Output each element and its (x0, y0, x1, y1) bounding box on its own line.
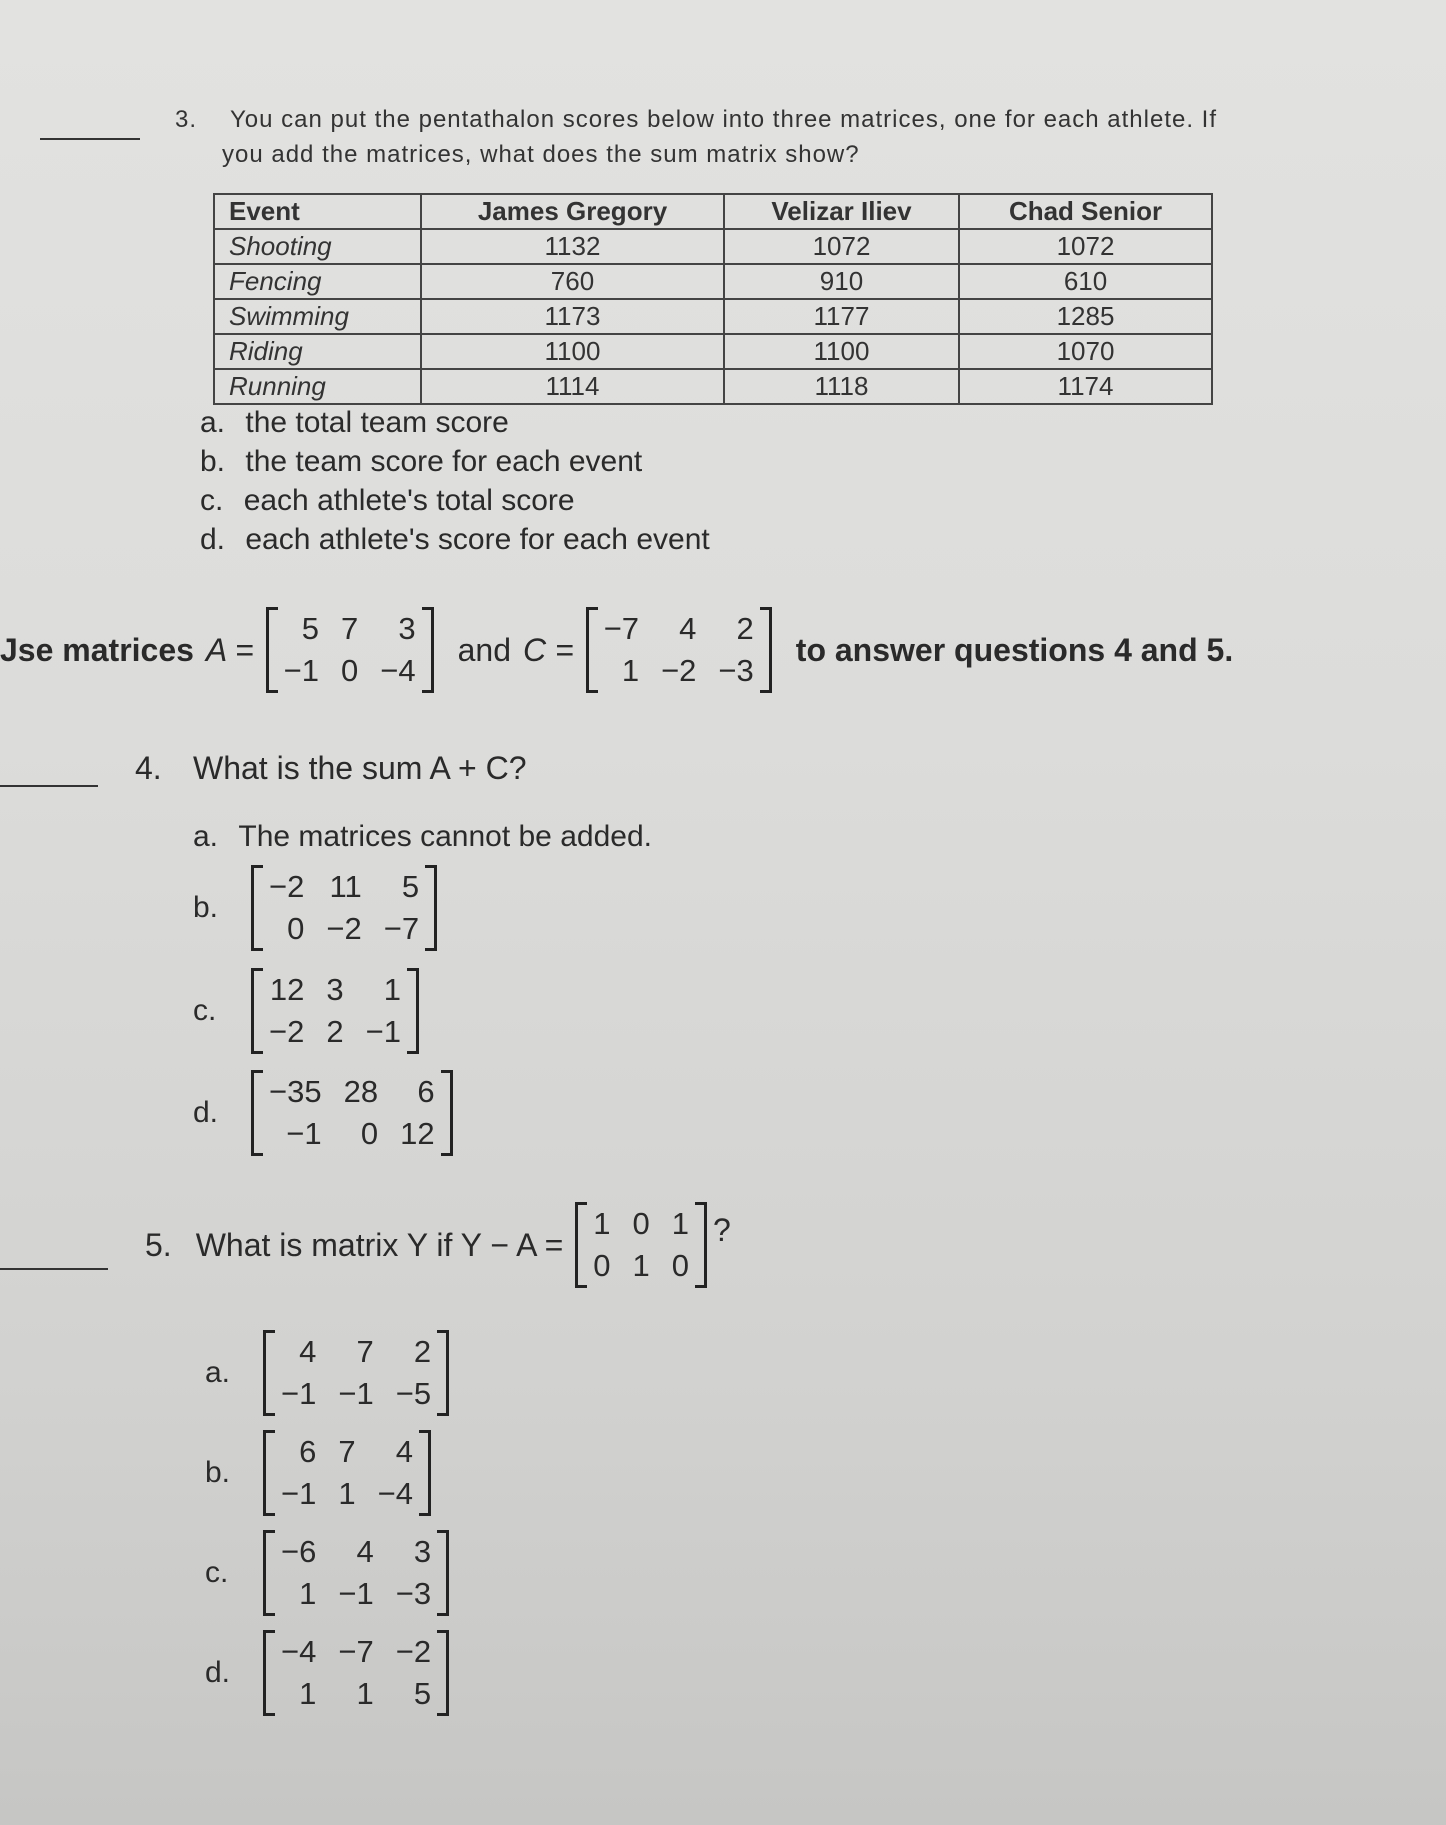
matrix-entry: −7 (338, 1634, 374, 1669)
matrix-entry: 0 (287, 911, 305, 946)
table-cell: Fencing (214, 264, 421, 299)
option-text: the team score for each event (245, 445, 643, 478)
matrix-entry: 5 (301, 611, 320, 646)
matrix-entry: 1 (299, 1576, 317, 1611)
matrix-a-grid (278, 607, 422, 693)
matrix-grid (263, 968, 407, 1054)
matrix-c-label: C = (523, 631, 574, 668)
matrix-c-grid (598, 607, 760, 693)
matrix-entry: 4 (395, 1434, 413, 1469)
matrix-entry: −1 (281, 1476, 317, 1511)
answer-blank-q3[interactable] (40, 138, 140, 140)
option-matrix (251, 865, 437, 951)
q5-option-a[interactable] (205, 1330, 449, 1416)
matrix-entry: −7 (603, 611, 640, 646)
table-header-cell: Chad Senior (959, 194, 1212, 229)
matrix-entry: 12 (269, 972, 305, 1007)
option-text: The matrices cannot be added. (238, 820, 652, 853)
matrix-entry: 5 (401, 869, 420, 904)
matrix-entry: 4 (356, 1534, 374, 1569)
matrix-entry: −2 (269, 869, 305, 904)
matrix-c (586, 607, 772, 693)
option-letter: d. (200, 523, 226, 556)
right-bracket (422, 607, 434, 693)
right-bracket (419, 1430, 431, 1516)
answer-blank-q5[interactable] (0, 1268, 108, 1270)
table-cell: 610 (959, 264, 1212, 299)
matrix-entry: 12 (400, 1116, 435, 1151)
option-letter: a. (205, 1356, 231, 1389)
matrix-entry: 6 (417, 1074, 435, 1109)
matrix-entry: 1 (621, 653, 640, 688)
matrix-entry: 2 (326, 1014, 344, 1049)
option-matrix (251, 968, 419, 1054)
left-bracket (251, 865, 263, 951)
matrix-grid (263, 1070, 441, 1156)
q5-number: 5. (145, 1226, 172, 1263)
table-header-row (214, 194, 1212, 229)
q3-option-b[interactable] (200, 445, 642, 479)
matrix-grid (275, 1330, 437, 1416)
left-bracket (586, 607, 598, 693)
matrix-entry: 1 (338, 1476, 356, 1511)
matrix-grid (275, 1430, 419, 1516)
right-bracket (407, 968, 419, 1054)
matrix-entry: 11 (329, 869, 362, 904)
q5-option-d[interactable] (205, 1630, 449, 1716)
matrix-entry: −1 (283, 653, 320, 688)
q4-option-d[interactable] (193, 1070, 453, 1156)
option-letter: c. (193, 994, 217, 1027)
option-letter: a. (193, 820, 219, 853)
matrix-entry: 5 (413, 1676, 432, 1711)
left-bracket (266, 607, 278, 693)
matrix-entry: −4 (380, 653, 416, 688)
matrix-entry: −1 (281, 1376, 317, 1411)
option-text: the total team score (245, 406, 509, 439)
table-row (214, 334, 1212, 369)
matrix-entry: −7 (383, 911, 420, 946)
option-letter: b. (200, 445, 226, 478)
option-letter: c. (200, 484, 224, 517)
right-bracket (425, 865, 437, 951)
matrix-entry: 7 (338, 1434, 356, 1469)
matrix-entry: 1 (632, 1248, 650, 1283)
left-bracket (263, 1530, 275, 1616)
instructions-line (0, 605, 1233, 695)
option-text: each athlete's total score (243, 484, 575, 517)
matrix-entry: 0 (593, 1248, 611, 1283)
table-cell: 1132 (421, 229, 724, 264)
table-cell: 1114 (421, 369, 724, 404)
matrix-entry: 3 (413, 1534, 432, 1569)
option-matrix (263, 1330, 449, 1416)
table-cell: 1072 (959, 229, 1212, 264)
table-cell: Shooting (214, 229, 421, 264)
option-letter: d. (193, 1096, 219, 1129)
q4-number: 4. (135, 750, 162, 786)
instructions-suffix: to answer questions 4 and 5. (795, 631, 1234, 668)
left-bracket (575, 1202, 587, 1288)
matrix-entry: −1 (286, 1116, 322, 1151)
matrix-entry: −1 (338, 1376, 374, 1411)
option-matrix (263, 1630, 449, 1716)
matrix-entry: 0 (360, 1116, 379, 1151)
option-matrix (263, 1430, 431, 1516)
right-bracket (437, 1530, 449, 1616)
matrix-entry: −2 (661, 653, 697, 688)
matrix-entry: 0 (671, 1248, 690, 1283)
left-bracket (263, 1430, 275, 1516)
instructions-prefix: Jse matrices (0, 631, 194, 668)
option-letter: d. (205, 1656, 231, 1689)
q4-option-b[interactable] (193, 865, 437, 951)
q5-option-b[interactable] (205, 1430, 431, 1516)
matrix-entry: 1 (593, 1206, 611, 1241)
left-bracket (251, 1070, 263, 1156)
matrix-entry: 1 (383, 972, 401, 1007)
matrix-entry: −4 (281, 1634, 317, 1669)
table-row (214, 369, 1212, 404)
left-bracket (263, 1630, 275, 1716)
option-text: each athlete's score for each event (245, 523, 710, 556)
matrix-entry: 2 (736, 611, 754, 646)
table-row (214, 299, 1212, 334)
q5-option-c[interactable] (205, 1530, 449, 1616)
q5-question-mark: ? (713, 1211, 731, 1248)
option-letter: a. (200, 406, 226, 439)
table-cell: 910 (724, 264, 959, 299)
table-cell: Swimming (214, 299, 421, 334)
matrix-entry: −3 (395, 1576, 432, 1611)
table-row (214, 264, 1212, 299)
table-cell: 1100 (724, 334, 959, 369)
table-cell: Running (214, 369, 421, 404)
table-header-cell: Velizar Iliev (724, 194, 959, 229)
matrix-entry: −2 (269, 1014, 305, 1049)
q4-option-c[interactable] (193, 968, 419, 1054)
table-cell: 1100 (421, 334, 724, 369)
matrix-entry: 6 (299, 1434, 317, 1469)
matrix-entry: −3 (718, 653, 754, 688)
table-cell: 1285 (959, 299, 1212, 334)
q3-option-a[interactable] (200, 406, 509, 440)
option-matrix (263, 1530, 449, 1616)
matrix-entry: −35 (269, 1074, 322, 1109)
matrix-entry: 0 (341, 653, 359, 688)
matrix-entry: 4 (299, 1334, 317, 1369)
table-cell: 1070 (959, 334, 1212, 369)
matrix-entry: 2 (413, 1334, 432, 1369)
matrix-entry: 7 (341, 611, 359, 646)
q3-option-d[interactable] (200, 523, 710, 557)
matrix-entry: −1 (365, 1014, 401, 1049)
matrix-entry: −6 (281, 1534, 317, 1569)
option-letter: b. (205, 1456, 231, 1489)
table-cell: 1072 (724, 229, 959, 264)
table-header-cell: James Gregory (421, 194, 724, 229)
left-bracket (251, 968, 263, 1054)
matrix-entry: −5 (395, 1376, 432, 1411)
q3-text-line2: you add the matrices, what does the sum matrix show? (222, 141, 860, 168)
matrix-entry: 0 (632, 1206, 650, 1241)
matrix-grid (587, 1202, 695, 1288)
left-bracket (263, 1330, 275, 1416)
matrix-entry: −2 (395, 1634, 432, 1669)
matrix-grid (275, 1530, 437, 1616)
answer-blank-q4[interactable] (0, 785, 98, 787)
pentathlon-scores-table (213, 193, 1213, 405)
q5-line (145, 1200, 731, 1290)
table-header-cell: Event (214, 194, 421, 229)
option-matrix (251, 1070, 453, 1156)
table-cell: Riding (214, 334, 421, 369)
matrix-entry: −2 (326, 911, 362, 946)
matrix-entry: 1 (356, 1676, 374, 1711)
matrix-grid (275, 1630, 437, 1716)
q4-option-a[interactable] (193, 820, 652, 854)
q4-text: What is the sum A + C? (193, 750, 527, 786)
table-cell: 1173 (421, 299, 724, 334)
table-cell: 1177 (724, 299, 959, 334)
option-letter: b. (193, 891, 219, 924)
matrix-entry: 1 (299, 1676, 317, 1711)
right-bracket (441, 1070, 453, 1156)
matrix-entry: 4 (679, 611, 697, 646)
q3-text-line1: You can put the pentathalon scores below into three matrices, one for each athlete. If (230, 106, 1218, 133)
right-bracket (437, 1630, 449, 1716)
table-cell: 1174 (959, 369, 1212, 404)
matrix-entry: 3 (398, 611, 416, 646)
matrix-grid (263, 865, 425, 951)
q5-text: What is matrix Y if Y − A = (195, 1226, 564, 1263)
q5-given-matrix (575, 1202, 707, 1288)
right-bracket (437, 1330, 449, 1416)
matrix-a-label: A = (205, 631, 254, 668)
and-label: and (457, 631, 512, 668)
right-bracket (760, 607, 772, 693)
matrix-entry: 1 (671, 1206, 690, 1241)
table-cell: 760 (421, 264, 724, 299)
table-cell: 1118 (724, 369, 959, 404)
option-letter: c. (205, 1556, 229, 1589)
matrix-entry: 3 (326, 972, 344, 1007)
matrix-entry: −4 (377, 1476, 413, 1511)
q3-option-c[interactable] (200, 484, 575, 518)
q3-number: 3. (175, 106, 198, 133)
matrix-entry: −1 (338, 1576, 374, 1611)
matrix-entry: 7 (356, 1334, 374, 1369)
table-row (214, 229, 1212, 264)
matrix-a (266, 607, 434, 693)
right-bracket (695, 1202, 707, 1288)
matrix-entry: 28 (343, 1074, 379, 1109)
